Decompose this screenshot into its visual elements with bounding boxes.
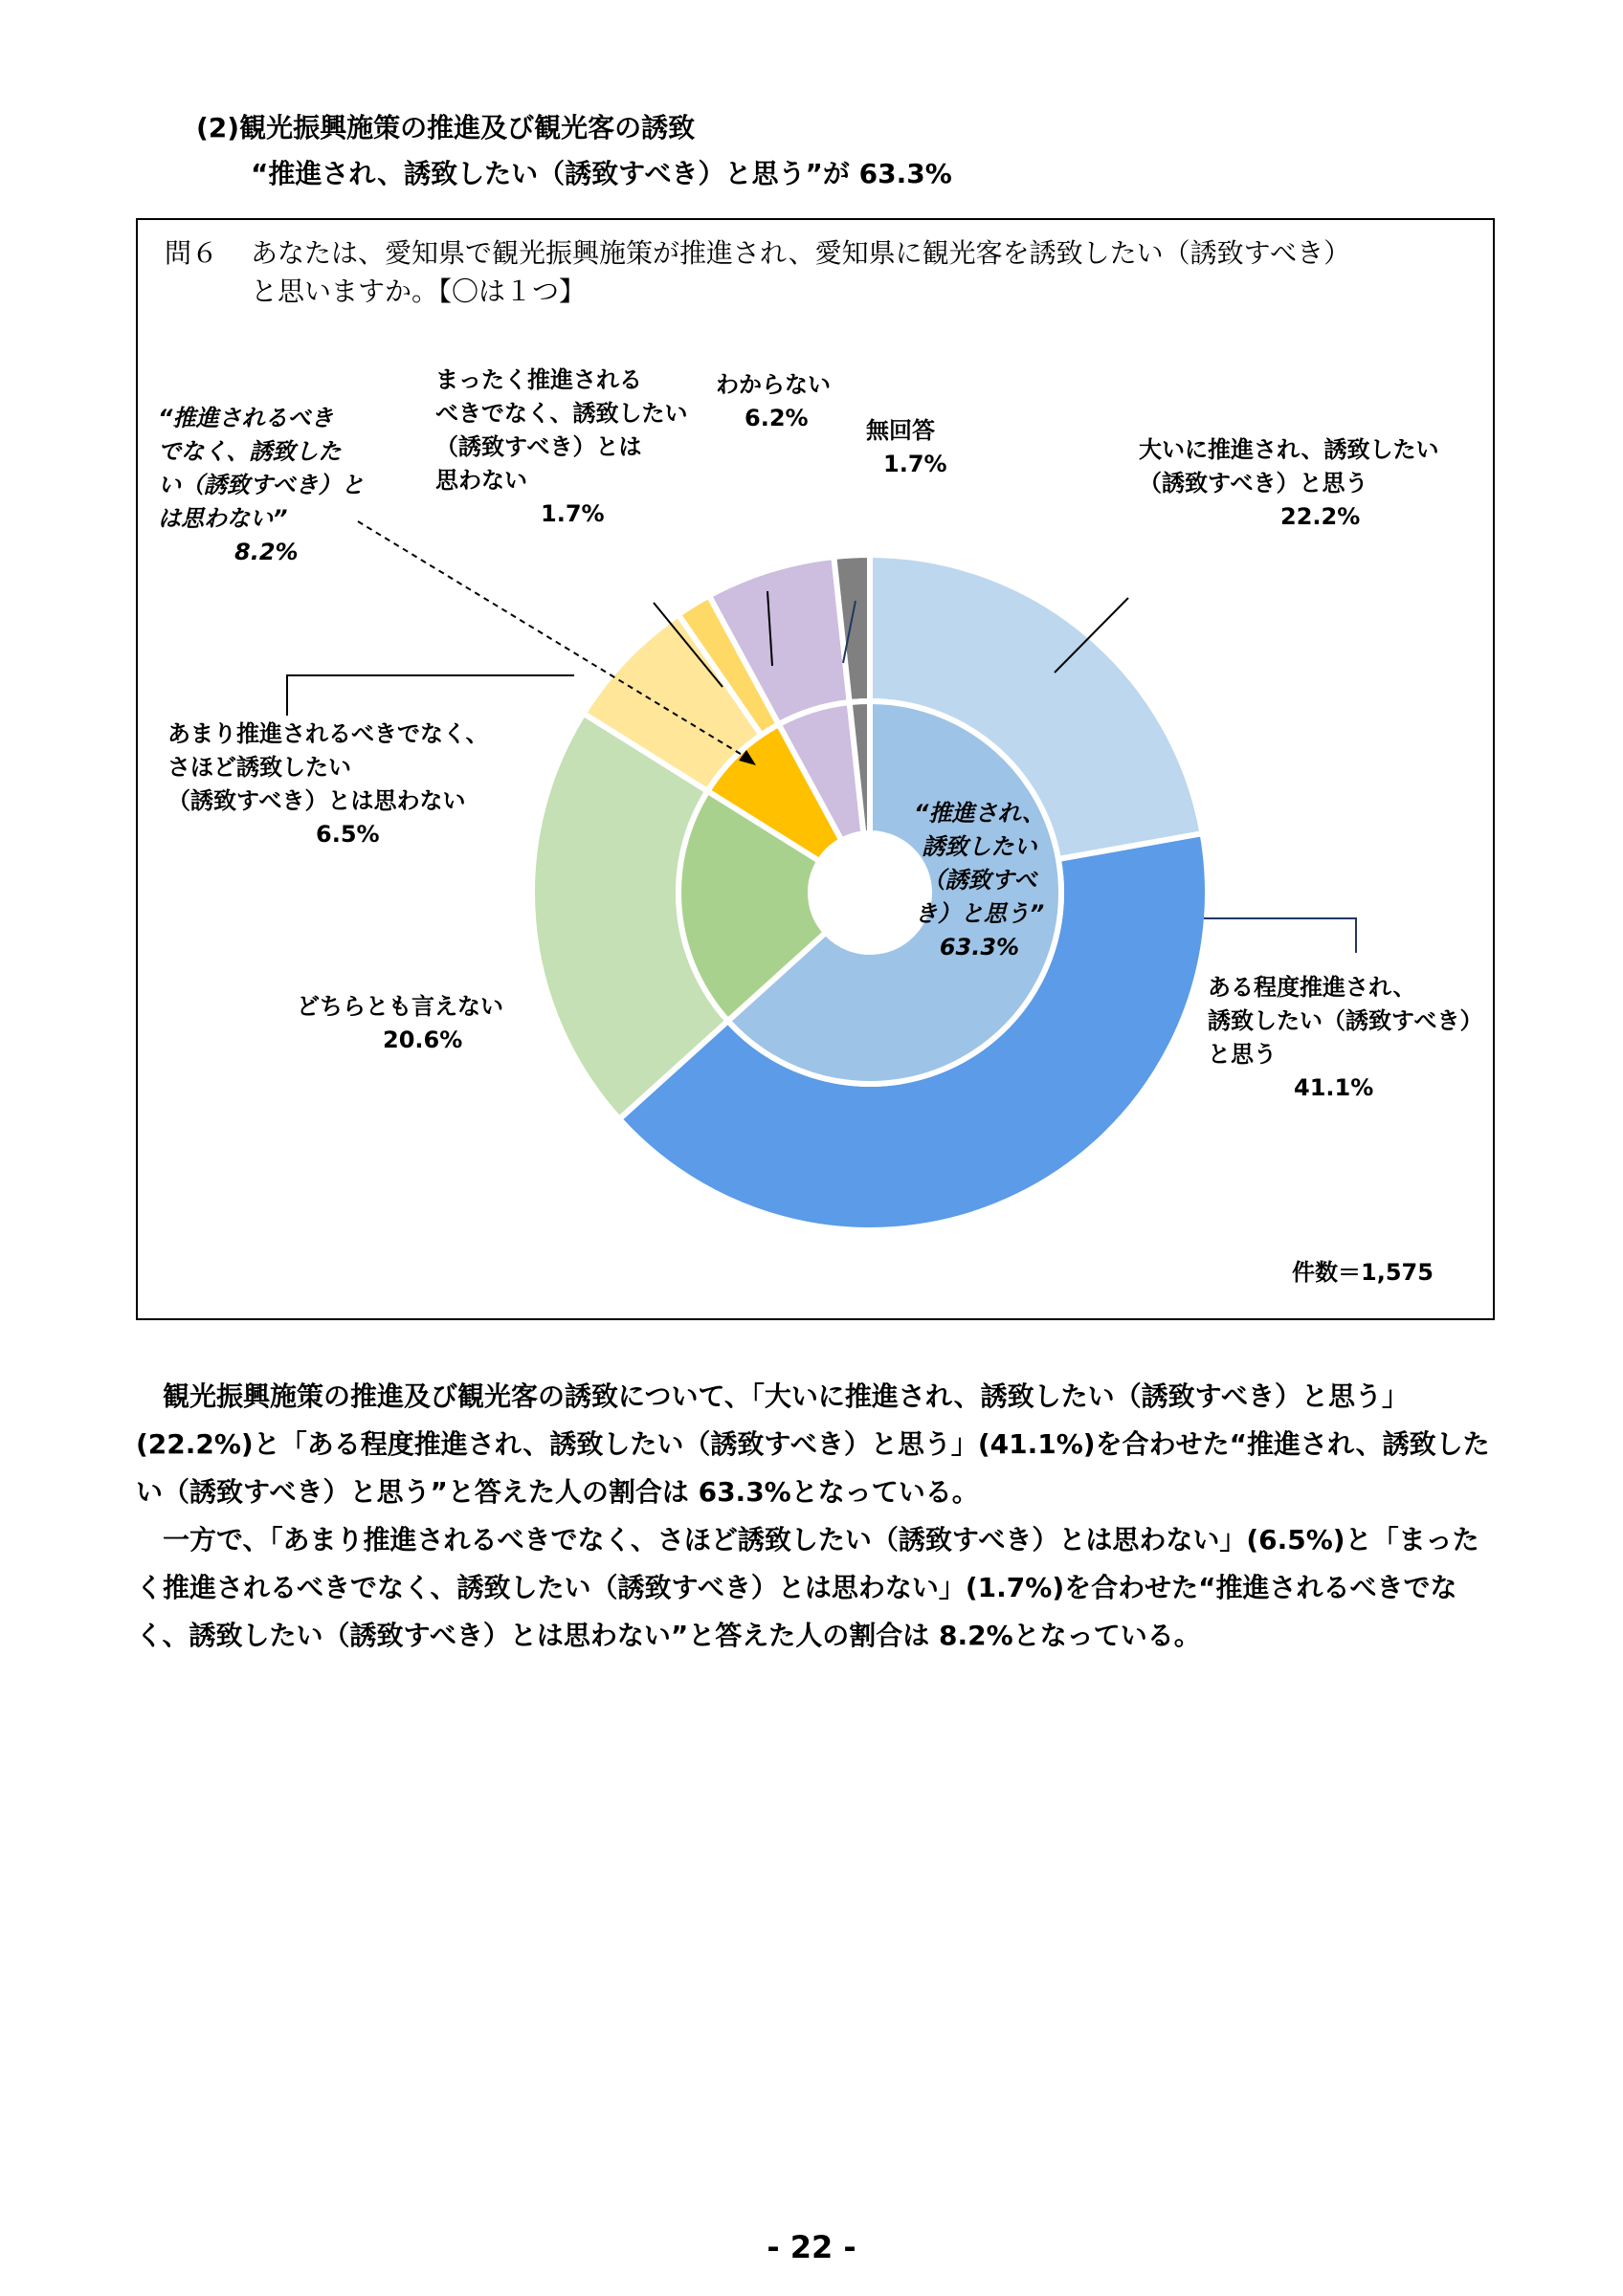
question-line1: あなたは、愛知県で観光振興施策が推進され、愛知県に観光客を誘致したい（誘致すべき） [251,237,1351,269]
label-not-group: “推進されるべき でなく、誘致した い（誘致すべき）と は思わない” 8.2% [158,405,365,565]
leader-line-aruteido [1204,918,1356,953]
body-paragraph-1: 観光振興施策の推進及び観光客の誘致について、「大いに推進され、誘致したい（誘致すべき）と思う」(22.2%)と「ある程度推進され、誘致したい（誘致すべき）と思う」(41.1%)を合わせた“推進され、誘致したい（誘致すべき）と思う”と答えた人の割合は 63.3%となっている。 [136,1380,1490,1508]
label-wakaranai: わからない 6.2% [716,371,831,431]
label-mattaku: まったく推進される べきでなく、誘致したい （誘致すべき）とは 思わない 1.7% [435,366,688,527]
label-dochira: どちらとも言えない 20.6% [297,993,503,1053]
label-aruteido: ある程度推進され、 誘致したい（誘致すべき） と思う 41.1% [1208,974,1483,1101]
label-amari: あまり推進されるべきでなく、 さほど誘致したい （誘致すべき）とは思わない 6.5% [167,720,489,848]
question-line2: と思いますか。【〇は１つ】 [251,276,587,307]
body-paragraph-2: 一方で、「あまり推進されるべきでなく、さほど誘致したい（誘致すべき）とは思わない」(6.5%)と「まったく推進されるべきでなく、誘致したい（誘致すべき）とは思わない」(1.7%)を合わせた“推進されるべきでなく、誘致したい（誘致すべき）とは思わない”と答えた人の割合は 8.2%となっている。 [136,1524,1479,1651]
section-heading: (2)観光振興施策の推進及び観光客の誘致 [196,112,696,144]
label-oomini: 大いに推進され、誘致したい （誘致すべき）と思う 22.2% [1139,436,1439,530]
section-subheading: “推進され、誘致したい（誘致すべき）と思う”が 63.3% [251,158,952,189]
sample-count: 件数＝1,575 [1292,1259,1434,1286]
page-number: - 22 - [767,2229,856,2265]
label-yes-group: “推進され、 誘致したい （誘致すべ き）と思う” 63.3% [914,800,1045,960]
outer-ring [532,555,1208,1230]
label-mukaitou: 無回答 1.7% [866,417,947,477]
question-number: 問６ [165,237,219,269]
leader-line-amari [287,675,574,716]
